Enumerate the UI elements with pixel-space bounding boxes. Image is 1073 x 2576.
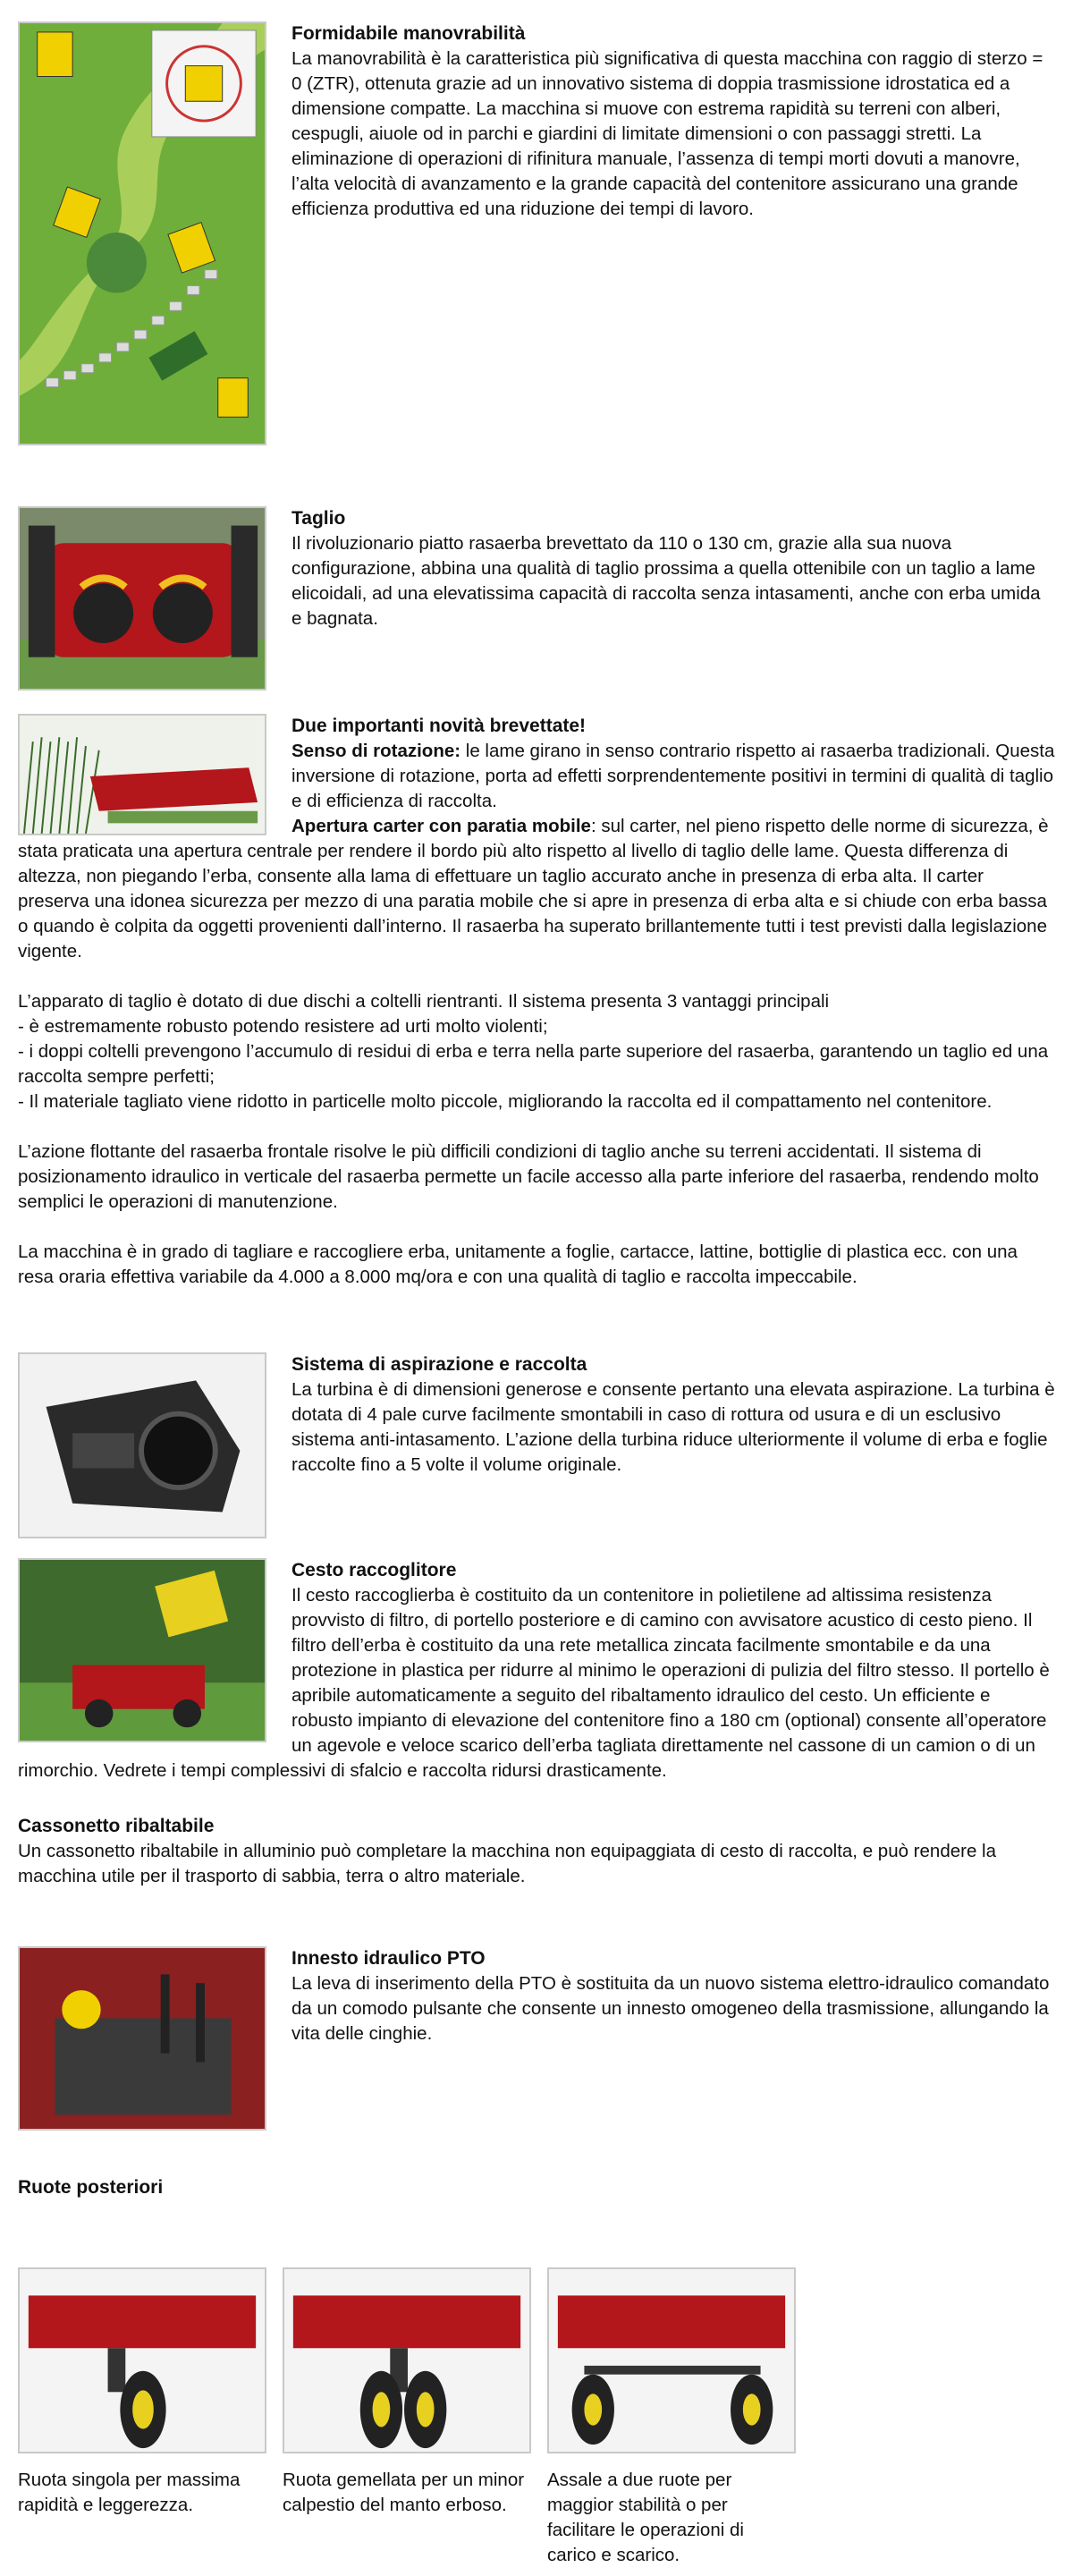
resa-paragraph: La macchina è in grado di tagliare e raccogliere erba, unitamente a foglie, cartacce, lattine, bottiglie di plastica ecc. con una resa oraria effettiva variabile da 4.000 a 8.000 mq/ora e con una qualità di taglio e raccolta impeccabile.: [18, 1241, 1018, 1287]
single-wheel-photo: [18, 2267, 266, 2453]
apparato-intro: L’apparato di taglio è dotato di due dischi a coltelli rientranti. Il sistema presenta 3 vantaggi principali: [18, 991, 830, 1012]
apparato-item: - i doppi coltelli prevengono l’accumulo di residui di erba e terra nella parte superiore del rasaerba, garantendo un taglio ed una raccolta sempre perfetti;: [18, 1041, 1049, 1087]
section-cassonetto: [18, 1814, 1055, 1889]
section-text: La leva di inserimento della PTO è sostituita da un nuovo sistema elettro-idraulico comandato da un comodo pulsante che consente un innesto omogeneo della trasmissione, allungando la vita delle cinghie.: [291, 1973, 1050, 2044]
rotation-text: le lame girano in senso contrario rispetto ai rasaerba tradizionali. Questa inversione di rotazione, porta ad effetti sorprendentemente positivi in termini di qualità di taglio e di efficienza di raccolta.: [291, 741, 1055, 811]
twin-wheel-photo: [283, 2267, 531, 2453]
carter-label: Apertura carter con paratia mobile: [291, 816, 591, 836]
wheel-caption: Ruota singola per massima rapidità e leggerezza.: [18, 2470, 241, 2515]
section-title: Innesto idraulico PTO: [291, 1948, 486, 1969]
section-manovrabilita: [18, 21, 1055, 445]
axle-wheel-photo: [547, 2267, 796, 2453]
section-cesto: [18, 1558, 1055, 1784]
rotation-label: Senso di rotazione:: [291, 741, 461, 761]
apparato-item: - Il materiale tagliato viene ridotto in particelle molto piccole, migliorando la raccolta ed il compattamento nel contenitore.: [18, 1091, 993, 1112]
section-title: Cesto raccoglitore: [291, 1560, 457, 1580]
deck-side-illustration: [18, 714, 266, 835]
wheel-caption: Assale a due ruote per maggior stabilità o per facilitare le operazioni di carico e scarico.: [547, 2470, 744, 2565]
pto-photo: [18, 1946, 266, 2131]
carter-text: : sul carter, nel pieno rispetto delle norme di sicurezza, è stata praticata una apertura centrale per rendere il bordo più alto rispetto al livello di taglio delle lame. Questa differenza di altezza, non piegando l’erba, consente alla lama di effettuare un taglio accurato anche in presenza di erba alta. Il carter preserva una idonea sicurezza per mezzo di una paratia mobile che si apre in presenza di erba alta e si chiude con erba bassa o quando è colpita da oggetti provenienti dall’interno. Il rasaerba ha superato brillantemente tutti i test previsti dalla legislazione vigente.: [18, 816, 1049, 962]
section-pto: [18, 1946, 1055, 2131]
section-text: La turbina è di dimensioni generose e consente pertanto una elevata aspirazione. La turbina è dotata di 4 pale curve facilmente smontabili in caso di rottura od usura e di un esclusivo sistema anti-intasamento. L’azione della turbina riduce ulteriormente il volume di erba e foglie raccolte fino a 5 volte il volume originale.: [291, 1379, 1055, 1475]
wheel-option-single: [18, 2267, 266, 2518]
turbine-photo: [18, 1352, 266, 1538]
manoeuvrability-illustration: [18, 21, 266, 445]
section-title: Taglio: [291, 508, 346, 529]
section-taglio: [18, 506, 1055, 691]
section-text: Il cesto raccoglierba è costituito da un contenitore in polietilene ad altissima resistenza provvisto di filtro, di portello posteriore e di camino con avvisatore acustico di cesto pieno. Il filtro dell’erba è costituito da una rete metallica zincata facilmente smontabile e da una protezione in plastica per ridurre al minimo le operazioni di pulizia del filtro stesso. Il portello è apribile automaticamente a seguito del ribaltamento idraulico del cesto. Un efficiente e robusto impianto di elevazione del contenitore fino a 180 cm (optional) consente all’operatore un agevole e veloce scarico dell’erba tagliata direttamente nel cassone di un camion o di un rimorchio. Vedrete i tempi complessivi di sfalcio e raccolta ridursi drasticamente.: [18, 1585, 1050, 1781]
section-title: Sistema di aspirazione e raccolta: [291, 1354, 587, 1375]
section-aspirazione: [18, 1352, 1055, 1538]
section-text: Il rivoluzionario piatto rasaerba brevettato da 110 o 130 cm, grazie alla sua nuova configurazione, abbina una qualità di taglio prossima a quella ottenibile con un taglio a lame elicoidali, ad una elevatissima capacità di raccolta senza intasamenti, anche con erba umida e bagnata.: [291, 533, 1041, 629]
collector-photo: [18, 1558, 266, 1742]
section-text: La manovrabilità è la caratteristica più significativa di questa macchina con raggio di sterzo = 0 (ZTR), ottenuta grazie ad un innovativo sistema di doppia trasmissione idrostatica ed a dimensione compatte. La macchina si muove con estrema rapidità su terreni con alberi, cespugli, aiuole od in parchi e giardini di limitate dimensioni o con passaggi stretti. La eliminazione di operazioni di rifinitura manuale, l’assenza di tempi morti dovuti a manovre, l’alta velocità di avanzamento e la grande capacità del contenitore assicurano una grande efficienza produttiva ed una riduzione dei tempi di lavoro.: [291, 48, 1043, 219]
section-ruote-title: [18, 2175, 1055, 2200]
apparato-item: - è estremamente robusto potendo resistere ad urti molto violenti;: [18, 1016, 548, 1037]
flottante-paragraph: L’azione flottante del rasaerba frontale risolve le più difficili condizioni di taglio anche su terreni accidentati. Il sistema di posizionamento idraulico in verticale del rasaerba permette un facile accesso alla parte inferiore del rasaerba, rendendo molto semplici le operazioni di manutenzione.: [18, 1141, 1039, 1212]
section-title: Due importanti novità brevettate!: [291, 716, 587, 736]
mower-deck-photo: [18, 506, 266, 691]
section-title: Formidabile manovrabilità: [291, 23, 526, 44]
wheel-option-axle: [547, 2267, 796, 2568]
carter-paragraph: [18, 814, 1055, 964]
section-title: Ruote posteriori: [18, 2177, 164, 2198]
wheel-caption: Ruota gemellata per un minor calpestio del manto erboso.: [283, 2470, 525, 2515]
section-novita: [18, 714, 1055, 1290]
wheel-option-twin: [283, 2267, 531, 2518]
section-title: Cassonetto ribaltabile: [18, 1816, 215, 1836]
section-text: Un cassonetto ribaltabile in alluminio può completare la macchina non equipaggiata di cesto di raccolta, e può rendere la macchina utile per il trasporto di sabbia, terra o altro materiale.: [18, 1841, 996, 1886]
